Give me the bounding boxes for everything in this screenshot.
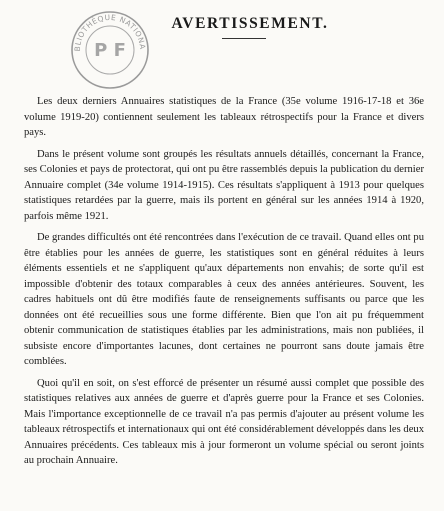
svg-text:P F: P F	[94, 40, 126, 61]
body-text	[24, 94, 424, 475]
svg-text:BIBLIOTHÈQUE NATIONALE: BLIOTHÈQUE NATIONA	[72, 12, 148, 52]
title-underline	[222, 38, 266, 39]
paragraph-2: Dans le présent volume sont groupés les résultats annuels détaillés, concernant la France, ses Colonies et pays de protectorat, qui ont pu être rassemblés depuis la publication du dernier Annuaire complet (34e volume 1914-1915). Ces résultats s'appliquent à 1913 pour quelques statistiques retardées par la guerre, mais ils portent en général sur les années 1914 à 1920, parfois même 1921.	[24, 148, 424, 222]
page-title: AVERTISSEMENT.	[171, 15, 329, 32]
paragraph-4: Quoi qu'il en soit, on s'est efforcé de présenter un résumé aussi complet que possible des statistiques relatives aux années de guerre et d'après guerre pour la France et ses Colonies. Mais l'importance exceptionnelle de ce travail n'a pas permis d'ajouter au présent volume les tableaux rétrospectifs et internationaux qui ont été considérablement développés dans les deux Annuaires précédents. Ces tableaux mis à jour formeront un volume spécial ou seront joints au prochain Annuaire.	[24, 377, 424, 466]
paragraph-3: De grandes difficultés ont été rencontrées dans l'exécution de ce travail. Quand elles ont pu être établies pour les années de guerre, les statistiques sont en général réduites à leurs éléments essentiels et ne s'appliquent qu'aux départements non envahis; de sorte qu'il est impossible d'obtenir des totaux comparables à ceux des années antérieures. Souvent, les cadres habituels ont dû être modifiés faute de renseignements suffisants ou parce que les données ont été recueillies sous une forme différente. Bien que l'on ait pu fréquemment obtenir communication de statistiques établies par les administrations, mais non publiées, il subsiste encore d'importantes lacunes, dont certaines ne pourront sans doute jamais être comblées.	[24, 232, 424, 367]
paragraph-1: Les deux derniers Annuaires statistiques de la France (35e volume 1916-17-18 et 36e volume 1919-20) contiennent seulement les tableaux rétrospectifs pour la France et divers pays.	[24, 96, 424, 138]
